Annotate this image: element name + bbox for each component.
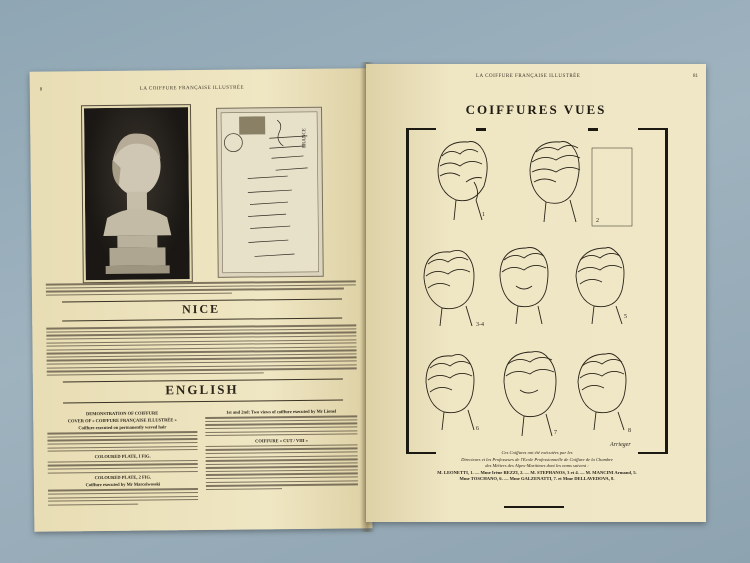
left-running-head: LA COIFFURE FRANÇAISE ILLUSTRÉE	[139, 85, 245, 92]
english-left-plate2-sub: Coiffure executed by Mr Marcelwosski	[85, 481, 161, 488]
english-right-section: COIFFURE « CUT / VIII »	[255, 437, 308, 444]
bust-photograph	[82, 105, 192, 282]
figure-label-8: 8	[628, 428, 631, 434]
nice-rule-bottom	[62, 318, 342, 322]
photo-caption	[46, 278, 356, 299]
handwritten-postcard-image	[217, 108, 323, 277]
illustrator-signature: Arrieger	[610, 442, 631, 448]
figure-label-3-4: 3-4	[476, 322, 484, 328]
credits-intro-3: des Métiers des Alpes-Maritimes dont les noms suivent :	[485, 463, 589, 469]
bust-sculpture-image	[84, 107, 190, 280]
credits-underline	[504, 506, 564, 508]
postcard-photograph	[216, 107, 324, 278]
figure-label-2: 2	[596, 218, 599, 224]
nice-article-text	[46, 322, 357, 378]
english-section-title: ENGLISH	[165, 381, 239, 398]
hairstyle-figure-5a	[500, 248, 548, 325]
english-left-heading: DEMONSTRATION OF COIFFURE	[86, 410, 159, 417]
figure-label-1: 1	[482, 212, 485, 218]
english-rule-bottom	[63, 400, 343, 404]
hairstyle-figure-8	[578, 354, 626, 431]
hairstyle-figure-7	[504, 352, 556, 436]
english-column-right	[205, 406, 358, 492]
figure-label-5: 5	[624, 314, 627, 320]
hairstyle-figure-3-4	[424, 250, 474, 326]
right-running-head: LA COIFFURE FRANÇAISE ILLUSTRÉE	[476, 74, 581, 79]
english-column-left	[47, 408, 198, 508]
hairstyle-illustrations	[420, 130, 652, 450]
english-left-subheading2: Coiffure executed on permanently waved hair	[78, 424, 167, 431]
postcard-address: FRANCE	[302, 128, 308, 148]
credits-row-1: M. LEONETTI, 1. — Mme Irène REZZI, 2. — M. STEPHANOS, 3 et 4. — M. MANCINI Armand, 5.	[437, 469, 637, 475]
coiffures-title: COIFFURES VUES	[465, 102, 607, 117]
right-page-number: 81	[693, 74, 698, 79]
credits-block	[402, 450, 672, 483]
english-left-subheading: COVER OF « COIFFURE FRANÇAISE ILLUSTRÉE »	[67, 417, 177, 424]
credits-row-2: Mme TOSCHANO, 6. — Mme GALZENATTI, 7. et Mme DELLAVEDOVA, 8.	[459, 476, 615, 482]
right-page	[366, 64, 706, 522]
hairstyle-figure-2	[530, 142, 632, 227]
hairstyle-figure-6	[426, 354, 474, 430]
left-page	[30, 68, 373, 532]
left-page-number: 8	[39, 87, 43, 93]
credits-intro-1: Ces Coiffures ont été exécutées par les	[501, 450, 573, 455]
hairstyle-figure-5	[576, 248, 624, 325]
english-left-plate1: COLOURED PLATE, I FIG.	[94, 453, 151, 459]
hairstyle-figure-1	[438, 142, 487, 221]
nice-section-title: NICE	[182, 301, 221, 317]
figure-label-6: 6	[476, 426, 479, 432]
credits-intro-2: Directeurs et les Professeurs de l'Ecole Professionnelle de Coiffure de la Chambre	[461, 456, 613, 462]
english-right-heading: 1st and 2nd: Two views of coiffure executed by Mr Lionel	[226, 408, 337, 415]
english-left-plate2: COLOURED PLATE, 2 FIG.	[94, 474, 152, 481]
figure-label-7: 7	[554, 430, 557, 436]
